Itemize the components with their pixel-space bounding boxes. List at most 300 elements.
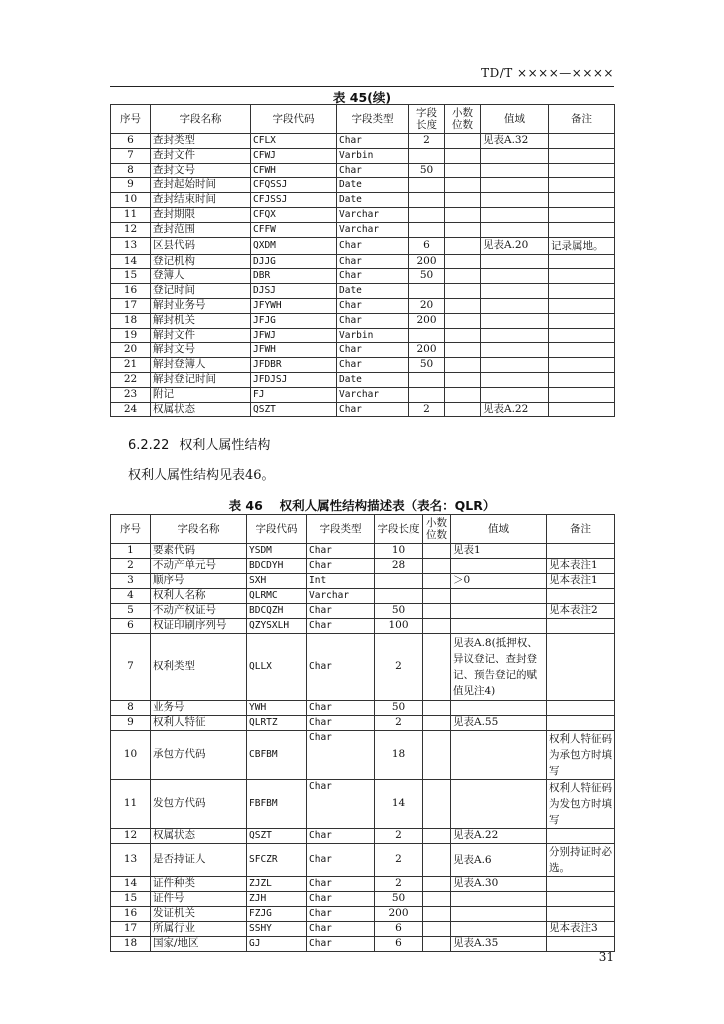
table45: [110, 104, 615, 417]
table45-cell: [549, 134, 615, 149]
table45-cell: [549, 178, 615, 193]
table45-cell: 200: [409, 254, 445, 269]
table46-cell: [423, 892, 451, 907]
table45-cell: [445, 148, 481, 163]
table45-cell: 16: [111, 284, 151, 299]
table46-cell: [423, 731, 451, 780]
table45-cell: [445, 402, 481, 417]
table46-cell: 4: [111, 589, 151, 604]
table45-cell: [409, 328, 445, 343]
table46-cell: QSZT: [247, 829, 307, 844]
table46-cell: CBFBM: [247, 731, 307, 780]
table46-cell: 16: [111, 907, 151, 922]
table45-cell: 解封文号: [151, 343, 251, 358]
table45-header-row: [111, 105, 615, 134]
table45-cell: 见表A.22: [481, 402, 549, 417]
table46-cell: [547, 892, 615, 907]
table45-cell: [445, 207, 481, 222]
table46-row: [111, 844, 615, 877]
table46-cell: GJ: [247, 937, 307, 952]
table45-cell: [481, 178, 549, 193]
table46-cell: Char: [307, 634, 375, 701]
table45-cell: [445, 134, 481, 149]
table45-cell: 21: [111, 358, 151, 373]
table45-cell: [445, 254, 481, 269]
table46-cell: [423, 604, 451, 619]
table46-cell: 18: [111, 937, 151, 952]
table45-cell: QSZT: [251, 402, 337, 417]
table45-cell: 查封文号: [151, 163, 251, 178]
table46-row: [111, 877, 615, 892]
table46-cell: SFCZR: [247, 844, 307, 877]
table46-cell: 权利人特征码为发包方时填写: [547, 780, 615, 829]
table45-cell: 权属状态: [151, 402, 251, 417]
table45-cell: [481, 298, 549, 313]
table45-cell: [445, 269, 481, 284]
table45-cell: 18: [111, 313, 151, 328]
table45-cell: [445, 298, 481, 313]
table45-cell: 200: [409, 313, 445, 328]
table46-cell: QLRMC: [247, 589, 307, 604]
table46-cell: YSDM: [247, 544, 307, 559]
table45-cell: [481, 328, 549, 343]
table45-cell: [549, 328, 615, 343]
table46-cell: Char: [307, 619, 375, 634]
table46-cell: [451, 701, 547, 716]
table46-cell: [547, 634, 615, 701]
table46-cell: 6: [375, 937, 423, 952]
table45-cell: 22: [111, 372, 151, 387]
table45-header-cell: 备注: [549, 105, 615, 134]
table46-cell: 业务号: [151, 701, 247, 716]
table46-cell: [451, 892, 547, 907]
table46-cell: 50: [375, 701, 423, 716]
table46-cell: 2: [375, 716, 423, 731]
table45-cell: JFYWH: [251, 298, 337, 313]
table45-cell: Char: [337, 298, 409, 313]
table45-cell: [481, 284, 549, 299]
table46-cell: 要素代码: [151, 544, 247, 559]
table45-cell: Varchar: [337, 222, 409, 237]
table46-cell: FBFBM: [247, 780, 307, 829]
table46-header-cell: 值域: [451, 515, 547, 544]
section-title: 权利人属性结构: [179, 438, 271, 453]
table46-row: [111, 731, 615, 780]
table45-cell: 7: [111, 148, 151, 163]
table45-row: [111, 269, 615, 284]
table46-header-cell: 字段类型: [307, 515, 375, 544]
table46-cell: 3: [111, 574, 151, 589]
table46-cell: [423, 907, 451, 922]
table45-row: [111, 328, 615, 343]
table45-header-cell: 字段名称: [151, 105, 251, 134]
table46-cell: 10: [111, 731, 151, 780]
table46-cell: 不动产权证号: [151, 604, 247, 619]
table45-cell: [549, 358, 615, 373]
table45-cell: QXDM: [251, 237, 337, 254]
table45-cell: 登簿人: [151, 269, 251, 284]
table46-cell: Char: [307, 780, 375, 829]
table46-cell: [451, 589, 547, 604]
table45-cell: [481, 387, 549, 402]
table46-cell: [423, 619, 451, 634]
table45-row: [111, 387, 615, 402]
table45-cell: JFJG: [251, 313, 337, 328]
table46-cell: 200: [375, 907, 423, 922]
table45-cell: Char: [337, 269, 409, 284]
table45-cell: [409, 207, 445, 222]
table45-cell: [481, 343, 549, 358]
table46-cell: QLRTZ: [247, 716, 307, 731]
table46-cell: ＞0: [451, 574, 547, 589]
table46-cell: [423, 634, 451, 701]
table45-row: [111, 372, 615, 387]
table45-cell: 查封起始时间: [151, 178, 251, 193]
table46-cell: 见表A.35: [451, 937, 547, 952]
table45-cell: [549, 313, 615, 328]
table46-cell: Int: [307, 574, 375, 589]
table46-cell: 5: [111, 604, 151, 619]
table45-cell: Date: [337, 193, 409, 208]
section-heading: [128, 434, 270, 453]
table45-cell: CFWH: [251, 163, 337, 178]
table45-cell: 50: [409, 163, 445, 178]
table46-cell: BDCQZH: [247, 604, 307, 619]
table46-cell: [423, 844, 451, 877]
table45-cell: 查封文件: [151, 148, 251, 163]
table45-cell: 见表A.32: [481, 134, 549, 149]
table46-cell: [423, 716, 451, 731]
table46-cell: [451, 731, 547, 780]
table45-cell: [445, 343, 481, 358]
table45-cell: Varbin: [337, 328, 409, 343]
table46-cell: [375, 574, 423, 589]
table45-cell: CFQX: [251, 207, 337, 222]
table45-cell: Char: [337, 254, 409, 269]
table46-cell: Char: [307, 937, 375, 952]
table46-cell: 见表A.30: [451, 877, 547, 892]
table46-cell: 见表A.22: [451, 829, 547, 844]
table46-cell: Char: [307, 716, 375, 731]
table46-cell: [547, 877, 615, 892]
table45-cell: CFLX: [251, 134, 337, 149]
table46-cell: 14: [111, 877, 151, 892]
table46-cell: 6: [111, 619, 151, 634]
table45-cell: 查封类型: [151, 134, 251, 149]
table45-row: [111, 358, 615, 373]
table45-cell: [549, 222, 615, 237]
table45-cell: FJ: [251, 387, 337, 402]
table46-cell: ZJZL: [247, 877, 307, 892]
table45-cell: [409, 148, 445, 163]
table45-cell: [549, 207, 615, 222]
table46-cell: [547, 619, 615, 634]
table46-cell: 是否持证人: [151, 844, 247, 877]
table46-cell: 见本表注1: [547, 559, 615, 574]
table46-cell: Varchar: [307, 589, 375, 604]
table45-header-cell: 字段代码: [251, 105, 337, 134]
table45-cell: Char: [337, 237, 409, 254]
table45-row: [111, 222, 615, 237]
table46-cell: [423, 877, 451, 892]
table46-header-cell: 字段代码: [247, 515, 307, 544]
table45-caption: 表 45(续): [332, 90, 392, 105]
table45-row: [111, 193, 615, 208]
table46-row: [111, 922, 615, 937]
table45-cell: JFDBR: [251, 358, 337, 373]
table46-cell: 14: [375, 780, 423, 829]
table46-cell: 50: [375, 892, 423, 907]
table45-cell: [481, 207, 549, 222]
table45-cell: JFWJ: [251, 328, 337, 343]
table46-header-cell: 字段名称: [151, 515, 247, 544]
table46-cell: 所属行业: [151, 922, 247, 937]
table45-cell: [445, 222, 481, 237]
table45-cell: 8: [111, 163, 151, 178]
table45-cell: [445, 387, 481, 402]
table45-row: [111, 148, 615, 163]
table45-cell: Varchar: [337, 387, 409, 402]
table46-cell: Char: [307, 559, 375, 574]
table46-header-cell: 字段长度: [375, 515, 423, 544]
table45-cell: [445, 163, 481, 178]
table45-cell: CFWJ: [251, 148, 337, 163]
table46-cell: Char: [307, 844, 375, 877]
table45-cell: [409, 193, 445, 208]
table46-cell: [451, 922, 547, 937]
table45-row: [111, 313, 615, 328]
table45-row: [111, 254, 615, 269]
table46-cell: 17: [111, 922, 151, 937]
table46-cell: 28: [375, 559, 423, 574]
table45-cell: [445, 178, 481, 193]
table45-cell: 区县代码: [151, 237, 251, 254]
table46-cell: 2: [375, 877, 423, 892]
table45-cell: [549, 163, 615, 178]
table46-cell: 见表A.6: [451, 844, 547, 877]
table45-cell: CFFW: [251, 222, 337, 237]
table45-cell: [409, 222, 445, 237]
table45-row: [111, 134, 615, 149]
table45-cell: [481, 222, 549, 237]
table46-cell: 2: [375, 634, 423, 701]
table45-cell: [481, 148, 549, 163]
table45-cell: Char: [337, 358, 409, 373]
table46-cell: 10: [375, 544, 423, 559]
table46-cell: Char: [307, 877, 375, 892]
table46-cell: 2: [375, 829, 423, 844]
table45-cell: 2: [409, 402, 445, 417]
table46-row: [111, 716, 615, 731]
section-paragraph: 权利人属性结构见表46。: [128, 468, 275, 483]
table46-row: [111, 604, 615, 619]
table45-cell: 记录属地。: [549, 237, 615, 254]
section-number: 6.2.22: [128, 438, 170, 453]
table45-cell: 50: [409, 358, 445, 373]
table46-row: [111, 589, 615, 604]
table46-cell: 见表A.55: [451, 716, 547, 731]
table45-cell: [549, 254, 615, 269]
table46-cell: Char: [307, 892, 375, 907]
table45-cell: DBR: [251, 269, 337, 284]
table46-cell: [423, 937, 451, 952]
table45-cell: [549, 387, 615, 402]
table46-cell: 发包方代码: [151, 780, 247, 829]
table46-cell: Char: [307, 907, 375, 922]
table45-cell: 12: [111, 222, 151, 237]
table45-cell: 解封登记时间: [151, 372, 251, 387]
table45-cell: Char: [337, 402, 409, 417]
table45-cell: 6: [409, 237, 445, 254]
table45-cell: 9: [111, 178, 151, 193]
table46-cell: 见表1: [451, 544, 547, 559]
table46-cell: 100: [375, 619, 423, 634]
header-rule: [110, 86, 614, 87]
table46-cell: 见本表注3: [547, 922, 615, 937]
table45-row: [111, 178, 615, 193]
table45-cell: 登记机构: [151, 254, 251, 269]
table45-cell: [549, 372, 615, 387]
table46-cell: 2: [111, 559, 151, 574]
table45-cell: 200: [409, 343, 445, 358]
table46-cell: 顺序号: [151, 574, 247, 589]
table46-cell: QZYSXLH: [247, 619, 307, 634]
table46-cell: 权利人特征: [151, 716, 247, 731]
table46-cell: [423, 922, 451, 937]
table46-cell: 分别持证时必选。: [547, 844, 615, 877]
table45-cell: Char: [337, 134, 409, 149]
page-number: 31: [598, 950, 614, 964]
table45-row: [111, 284, 615, 299]
table46-row: [111, 701, 615, 716]
table45-row: [111, 402, 615, 417]
table45-cell: [549, 193, 615, 208]
table45-cell: Varchar: [337, 207, 409, 222]
table45-cell: 解封文件: [151, 328, 251, 343]
table45-cell: [409, 387, 445, 402]
table46-cell: 8: [111, 701, 151, 716]
table46-header-cell: 小数位数: [423, 515, 451, 544]
table46-cell: [375, 589, 423, 604]
table46-cell: 11: [111, 780, 151, 829]
table45-row: [111, 207, 615, 222]
table45-cell: [481, 358, 549, 373]
table45-header-cell: 值域: [481, 105, 549, 134]
table45-cell: 17: [111, 298, 151, 313]
table45-cell: 附记: [151, 387, 251, 402]
table45-cell: [549, 298, 615, 313]
table45-cell: [481, 313, 549, 328]
table45-cell: 查封结束时间: [151, 193, 251, 208]
table45-cell: 2: [409, 134, 445, 149]
table46-row: [111, 892, 615, 907]
table46-cell: 见本表注1: [547, 574, 615, 589]
table45-cell: [445, 358, 481, 373]
table45-cell: [409, 372, 445, 387]
table46-cell: 2: [375, 844, 423, 877]
table45-cell: 13: [111, 237, 151, 254]
table45-row: [111, 163, 615, 178]
table46-cell: [547, 589, 615, 604]
table45-cell: Char: [337, 163, 409, 178]
table45-cell: 24: [111, 402, 151, 417]
table45-cell: DJJG: [251, 254, 337, 269]
table45-cell: 10: [111, 193, 151, 208]
table46-cell: Char: [307, 701, 375, 716]
table45-cell: DJSJ: [251, 284, 337, 299]
table46-header-cell: 备注: [547, 515, 615, 544]
table46-cell: [547, 544, 615, 559]
table46-cell: 不动产单元号: [151, 559, 247, 574]
table46-cell: 承包方代码: [151, 731, 247, 780]
table45-cell: Date: [337, 284, 409, 299]
table46-cell: [451, 559, 547, 574]
table45-cell: 6: [111, 134, 151, 149]
table46-cell: ZJH: [247, 892, 307, 907]
table46-cell: [547, 829, 615, 844]
table45-cell: Char: [337, 313, 409, 328]
table45-header-cell: 小数位数: [445, 105, 481, 134]
table46-cell: [423, 701, 451, 716]
table46-cell: BDCDYH: [247, 559, 307, 574]
document-code-header: TD/T ××××—××××: [481, 66, 614, 80]
table45-cell: [445, 284, 481, 299]
table45-cell: [445, 193, 481, 208]
table46-cell: Char: [307, 544, 375, 559]
table46-cell: 7: [111, 634, 151, 701]
table46-cell: 12: [111, 829, 151, 844]
table45-cell: [409, 178, 445, 193]
table46-cell: 权利人名称: [151, 589, 247, 604]
table45-cell: [549, 284, 615, 299]
table45-cell: 解封机关: [151, 313, 251, 328]
table45-cell: [549, 402, 615, 417]
table45-cell: 20: [409, 298, 445, 313]
table46-cell: [451, 907, 547, 922]
table45-cell: 解封业务号: [151, 298, 251, 313]
table45-cell: 解封登簿人: [151, 358, 251, 373]
table46-cell: SXH: [247, 574, 307, 589]
table46-cell: 权证印刷序列号: [151, 619, 247, 634]
table45-cell: [549, 148, 615, 163]
table45-cell: Char: [337, 343, 409, 358]
table45-cell: [445, 328, 481, 343]
table45-cell: [549, 343, 615, 358]
table45-cell: [445, 372, 481, 387]
table46-row: [111, 574, 615, 589]
table46-cell: Char: [307, 829, 375, 844]
table46-cell: [423, 559, 451, 574]
table45-cell: Date: [337, 372, 409, 387]
table46-cell: 1: [111, 544, 151, 559]
table45-cell: 20: [111, 343, 151, 358]
table46-row: [111, 907, 615, 922]
table45-cell: CFQSSJ: [251, 178, 337, 193]
table46-cell: 证件号: [151, 892, 247, 907]
table45-cell: [481, 193, 549, 208]
table45-row: [111, 298, 615, 313]
table46-row: [111, 559, 615, 574]
table45-cell: 14: [111, 254, 151, 269]
table46-cell: 发证机关: [151, 907, 247, 922]
table46-row: [111, 829, 615, 844]
table46-cell: [451, 780, 547, 829]
table46-cell: [451, 619, 547, 634]
table45-row: [111, 237, 615, 254]
table45-row: [111, 343, 615, 358]
table46-caption: 表 46 权利人属性结构描述表（表名：QLR）: [228, 498, 496, 513]
table45-cell: 23: [111, 387, 151, 402]
